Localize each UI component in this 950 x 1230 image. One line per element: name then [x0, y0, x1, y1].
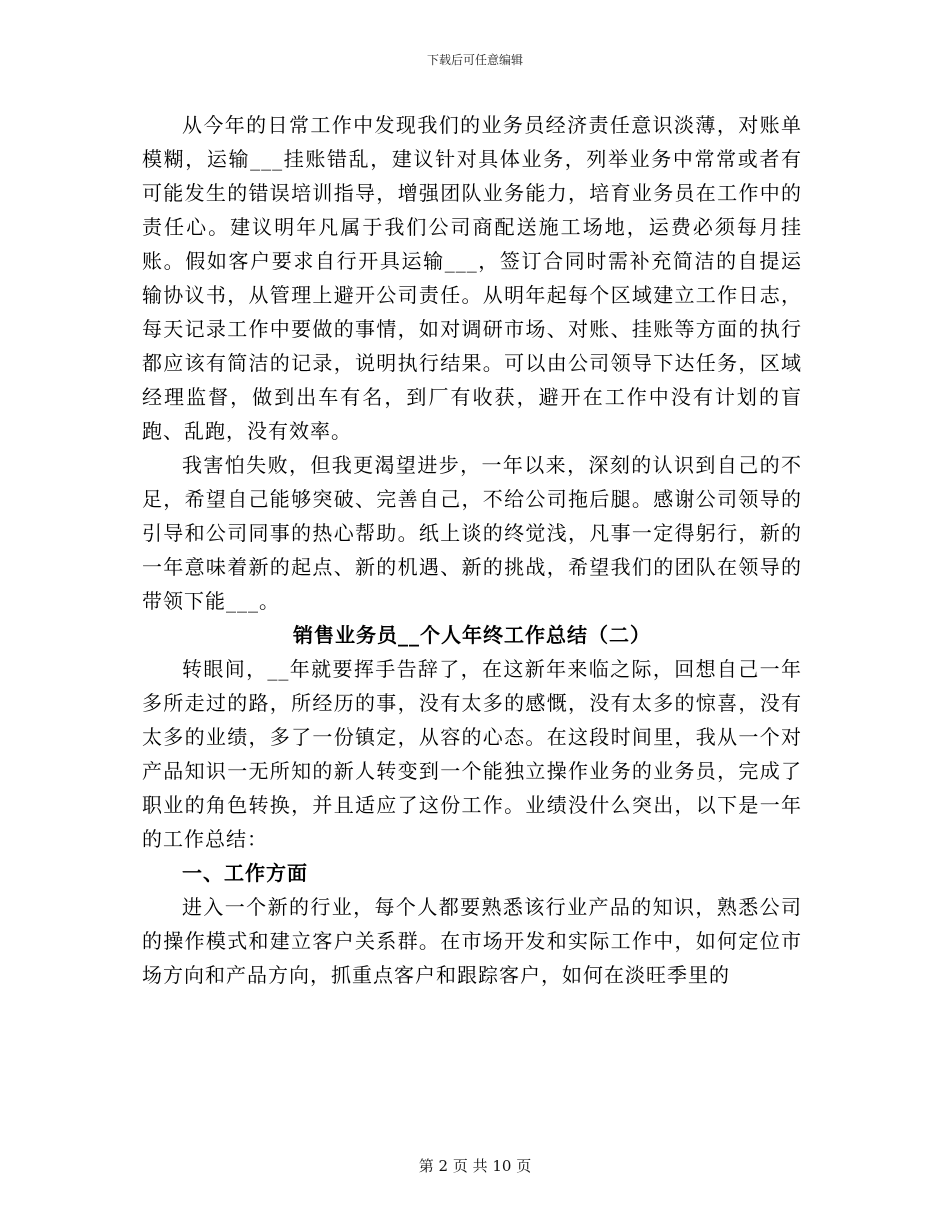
document-body	[142, 108, 802, 992]
paragraph: 从今年的日常工作中发现我们的业务员经济责任意识淡薄，对账单模糊，运输___挂账错乱，建议针对具体业务，列举业务中常常或者有可能发生的错误培训指导，增强团队业务能力，培育业务员在工作中的责任心。建议明年凡属于我们公司商配送施工场地，运费必须每月挂账。假如客户要求自行开具运输___，签订合同时需补充简洁的自提运输协议书，从管理上避开公司责任。从明年起每个区域建立工作日志，每天记录工作中要做的事情，如对调研市场、对账、挂账等方面的执行都应该有简洁的记录，说明执行结果。可以由公司领导下达任务，区域经理监督，做到出车有名，到厂有收获，避开在工作中没有计划的盲跑、乱跑，没有效率。	[142, 113, 802, 443]
sub-heading: 一、工作方面	[182, 861, 308, 885]
page-number: 第 2 页 共 10 页	[418, 1157, 532, 1175]
section-title: 销售业务员__个人年终工作总结（二）	[293, 623, 651, 647]
page-header-note: 下载后可任意编辑	[426, 53, 523, 67]
paragraph: 我害怕失败，但我更渴望进步，一年以来，深刻的认识到自己的不足，希望自己能够突破、完善自己，不给公司拖后腿。感谢公司领导的引导和公司同事的热心帮助。纸上谈的终觉浅，凡事一定得躬行，新的一年意味着新的起点、新的机遇、新的挑战，希望我们的团队在领导的带领下能___。	[142, 453, 802, 613]
paragraph: 转眼间，__年就要挥手告辞了，在这新年来临之际，回想自己一年多所走过的路，所经历的事，没有太多的感慨，没有太多的惊喜，没有太多的业绩，多了一份镇定，从容的心态。在这段时间里，我从一个对产品知识一无所知的新人转变到一个能独立操作业务的业务员，完成了职业的角色转换，并且适应了这份工作。业绩没什么突出，以下是一年的工作总结：	[142, 657, 802, 851]
paragraph: 进入一个新的行业，每个人都要熟悉该行业产品的知识，熟悉公司的操作模式和建立客户关系群。在市场开发和实际工作中，如何定位市场方向和产品方向，抓重点客户和跟踪客户，如何在淡旺季里的	[142, 895, 802, 987]
